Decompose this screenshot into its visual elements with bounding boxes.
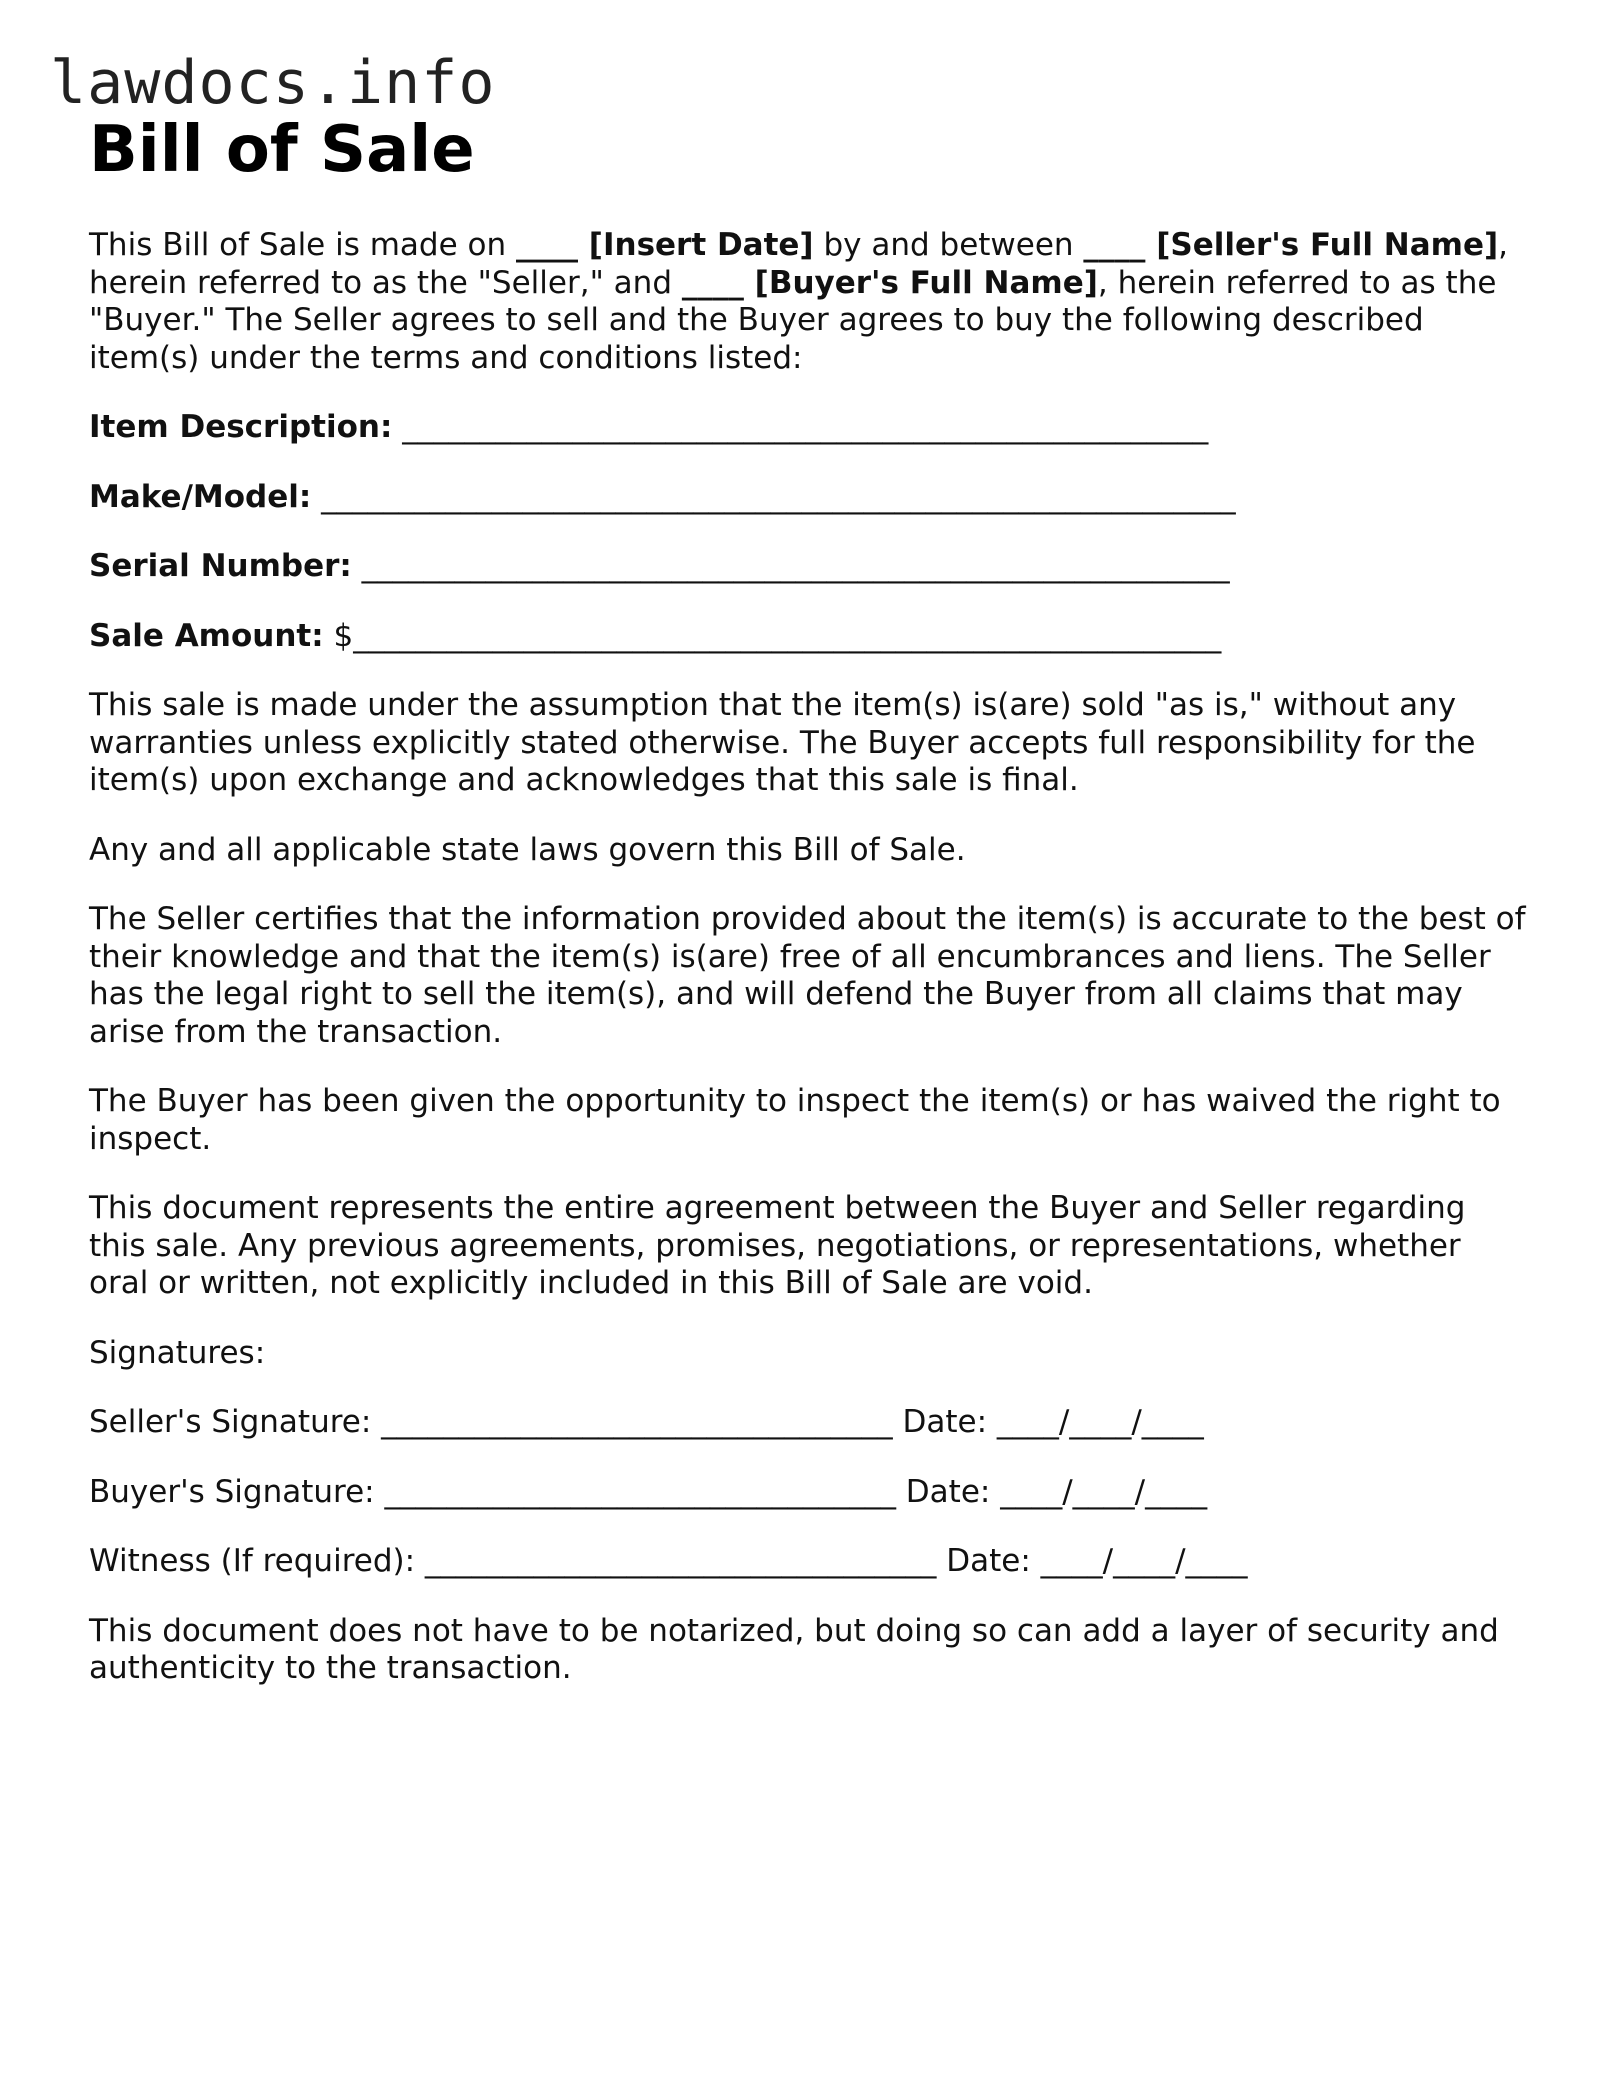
serial-number-blank: ________________________________________________________ — [351, 548, 1230, 584]
item-description-field — [89, 409, 1529, 447]
sale-amount-label: Sale Amount: — [89, 617, 324, 654]
seller-name-placeholder: ____ [Seller's Full Name] — [1083, 227, 1499, 263]
sale-amount-field — [89, 618, 1529, 656]
buyer-signature-line: Buyer's Signature: _________________________________ Date: ____/____/____ — [89, 1473, 1208, 1510]
make-model-blank: ___________________________________________________________ — [311, 478, 1236, 515]
intro-text-4: , herein referred to as the "Buyer." The Seller agrees to sell and the Buyer agrees to buy the following described item(s) under the terms and conditions listed: — [89, 264, 1497, 376]
witness-signature-line: Witness (If required): _________________________________ Date: ____/____/____ — [89, 1543, 1248, 1579]
inspection-paragraph: The Buyer has been given the opportunity to inspect the item(s) or has waived the right to inspect. — [89, 1083, 1501, 1157]
intro-text-2: by and between — [813, 227, 1084, 263]
serial-number-label: Serial Number: — [89, 548, 352, 584]
document-page — [89, 110, 1529, 1686]
notarization-paragraph: This document does not have to be notarized, but doing so can add a layer of security and authenticity to the transaction. — [89, 1612, 1499, 1686]
make-model-label: Make/Model: — [89, 478, 312, 515]
page-title: Bill of Sale — [89, 113, 475, 187]
state-laws-paragraph: Any and all applicable state laws govern this Bill of Sale. — [89, 831, 966, 868]
entire-agreement-paragraph: This document represents the entire agreement between the Buyer and Seller regarding this sale. Any previous agreements, promises, negotiations, or representations, whether oral or written, not explicitly included in this Bill of Sale are void. — [89, 1190, 1466, 1301]
item-description-blank: ____________________________________________________ — [392, 409, 1209, 445]
document-body — [89, 227, 1529, 1720]
intro-paragraph — [89, 227, 1529, 377]
seller-signature-line: Seller's Signature: _________________________________ Date: ____/____/____ — [89, 1404, 1204, 1440]
make-model-field — [89, 479, 1529, 517]
as-is-paragraph: This sale is made under the assumption that the item(s) is(are) sold "as is," without any warranties unless explicitly stated otherwise. The Buyer accepts full responsibility for the item(s) upon exchange and acknowledges that this sale is final. — [89, 687, 1476, 798]
certification-paragraph: The Seller certifies that the information provided about the item(s) is accurate to the best of their knowledge and that the item(s) is(are) free of all encumbrances and liens. The Seller has the legal right to sell the item(s), and will defend the Buyer from all claims that may arise from the transaction. — [89, 901, 1526, 1050]
signatures-heading: Signatures: — [89, 1334, 266, 1371]
item-description-label: Item Description: — [89, 409, 393, 445]
sale-amount-blank: $________________________________________________________ — [323, 617, 1222, 654]
watermark: lawdocs.info — [50, 48, 496, 118]
intro-text-1: This Bill of Sale is made on — [89, 227, 516, 263]
intro-text-3: , herein referred to as the "Seller," and — [89, 227, 1508, 301]
serial-number-field — [89, 548, 1529, 586]
buyer-name-placeholder: ____ [Buyer's Full Name] — [681, 264, 1098, 301]
insert-date-placeholder: ____ [Insert Date] — [516, 227, 814, 263]
